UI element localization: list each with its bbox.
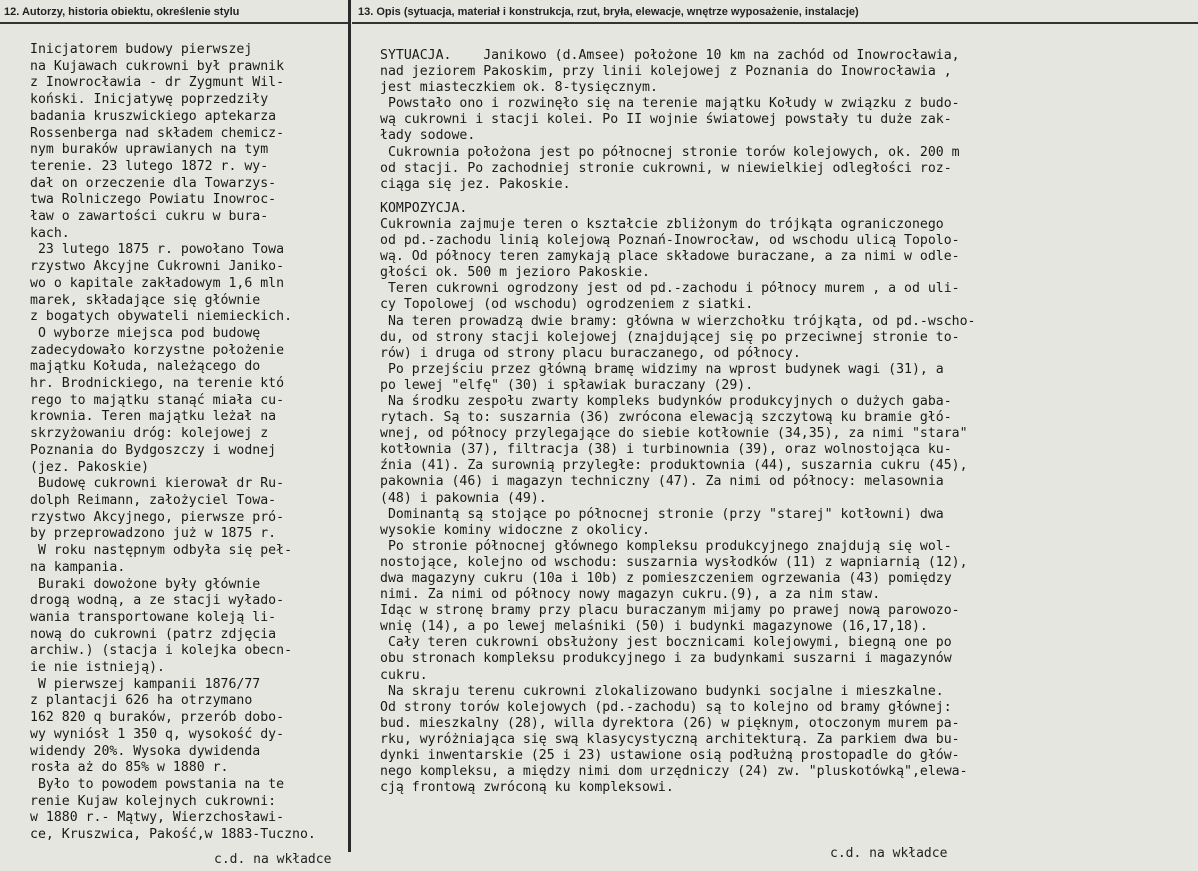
situation-section: SYTUACJA. Janikowo (d.Amsee) położone 10 km na zachód od Inowrocławia, nad jeziorem Pakoskim, przy linii kolejowej z Poznania do Inowrocławia , jest miasteczkiem ok. 8-tysięcznym. Powstało ono i rozwinęło się na terenie majątku Kołudy w związku z budo- wą cukrowni i stacji kolei. Po II wojnie światowej powstały tu duże zak- łady sodowe. Cukrownia położona jest po północnej stronie torów kolejowych, ok. 200 m od stacji. Po zachodniej stronie cukrowni, w niewielkiej odległości roz- ciąga się jez. Pakoskie.	[380, 48, 960, 192]
history-paragraph: 23 lutego 1875 r. powołano Towa rzystwo Akcyjne Cukrowni Janiko- wo o kapitale zakładowym 1,6 mln marek, składające się głównie z bogatych obywateli niemieckich.	[30, 242, 293, 325]
history-paragraph: O wyborze miejsca pod budowę zadecydowało korzystne położenie majątku Kołuda, należącego do hr. Brodnickiego, na terenie któ rego to majątku stanąć miała cu- krownia. Teren majątku leżał na skrzyżowaniu dróg: kolejowej z Poznania do Bydgoszczy i wodnej (jez. Pakoskie)	[30, 325, 285, 475]
continuation-note-right: c.d. na wkładce	[830, 846, 948, 861]
composition-section: KOMPOZYCJA. Cukrownia zajmuje teren o kształcie zbliżonym do trójkąta ograniczonego od pd.-zachodu linią kolejową Poznań-Inowrocław, od wschodu ulicą Topolo- wą. Od północy teren zamykają place składowe buraczane, a za nimi w odle- głości ok. 500 m jezioro Pakoskie. Teren cukrowni ogrodzony jest od pd.-zachodu i północy murem , a od uli- cy Topolowej (od wschodu) ogrodzeniem z siatki. Na teren prowadzą dwie bramy: główna w wierzchołku trójkąta, od pd.-wscho- du, od strony stacji kolejowej (znajdującej się po przeciwnej stronie to- rów) i druga od strony placu buraczanego, od północy. Po przejściu przez główną bramę widzimy na wprost budynek wagi (31), a po lewej "elfę" (30) i spławiak buraczany (29). Na środku zespołu zwarty kompleks budynków produkcyjnych o dużych gaba- rytach. Są to: suszarnia (36) zwrócona elewacją szczytową ku bramie głó- wnej, od północy przylegające do siebie kotłownie (34,35), za nimi "stara" kotłownia (37), filtracja (38) i turbinownia (39), oraz wolnostojąca ku- źnia (41). Za surownią przyległe: produktownia (44), suszarnia cukru (45), pakownia (46) i magazyn techniczny (47). Za nimi od północy: melasownia (48) i pakownia (49). Dominantą są stojące po północnej stronie (przy "starej" kotłowni) dwa wysokie kominy widoczne z okolicy. Po stronie północnej głównego kompleksu produkcyjnego znajdują się wol- nostojące, kolejno od wschodu: suszarnia wysłodków (11) z wapniarnią (12), dwa magazyny cukru (10a i 10b) z pomieszczeniem ogrzewania (43) pomiędzy nimi. Za nimi od północy nowy magazyn cukru.(9), a za nim staw. Idąc w stronę bramy przy placu buraczanym mijamy po prawej nową parowozo- wnię (14), a po lewej melaśniki (50) i budynki magazynowe (16,17,18). Cały teren cukrowni obsłużony jest bocznicami kolejowymi, biegną one po obu stronach kompleksu produkcyjnego i za budynkami suszarni i magazynów cukru. Na skraju terenu cukrowni zlokalizowano budynki socjalne i mieszkalne. Od strony torów kolejowych (pd.-zachodu) są to kolejno od bramy głównej: bud. mieszkalny (28), willa dyrektora (26) w pięknym, otoczonym murem pa- rku, wyróżniająca się swą klasycystyczną architekturą. Za parkiem dwa bu- dynki inwentarskie (25 i 23) ustawione osią podłużną prostopadle do głów- nego kompleksu, a między nimi dom urzędniczy (24) zw. "pluskotówką",elewa- cją frontową zwróconą ku kompleksowi.	[380, 200, 976, 796]
history-paragraph: Było to powodem powstania na te renie Kujaw kolejnych cukrowni: w 1880 r.- Mątwy, Wierzchosławi- ce, Kruszwica, Pakość,w 1883-Tuczno.	[30, 776, 316, 843]
history-paragraph: W pierwszej kampanii 1876/77 z plantacji 626 ha otrzymano 162 820 q buraków, przerób dobo- wy wyniósł 1 350 q, wysokość dy- widendy 20%. Wysoka dywidenda rosła aż do 85% w 1880 r.	[30, 676, 285, 776]
description-column	[380, 48, 1170, 848]
section-header-authors: 12. Autorzy, historia obiektu, określenie stylu	[0, 0, 348, 24]
column-divider	[348, 0, 351, 852]
section-header-description: 13. Opis (sytuacja, materiał i konstrukcja, rzut, bryła, elewacje, wnętrze wyposażenie, instalacje)	[352, 0, 1198, 24]
history-column	[30, 42, 348, 862]
history-paragraph: Inicjatorem budowy pierwszej na Kujawach cukrowni był prawnik z Inowrocławia - dr Zygmunt Wil- koński. Inicjatywę poprzedziły badania kruszwickiego aptekarza Rossenberga nad składem chemicz- nym buraków uprawianych na tym terenie. 23 lutego 1872 r. wy- dał on orzeczenie dla Towarzys- twa Rolniczego Powiatu Inowroc- ław o zawartości cukru w bura- kach.	[30, 42, 285, 241]
history-paragraph: Budowę cukrowni kierował dr Ru- dolph Reimann, założyciel Towa- rzystwo Akcyjnego, pierwsze pró- by przeprowadzono już w 1875 r. W roku następnym odbyła się peł- na kampania.	[30, 476, 293, 575]
history-paragraph: Buraki dowożone były głównie drogą wodną, a ze stacji wyłado- wania transportowane koleją li- nową do cukrowni (patrz zdjęcia archiw.) (stacja i kolejka obecn- ie nie istnieją).	[30, 576, 293, 676]
continuation-note-left: c.d. na wkładce	[214, 852, 332, 867]
